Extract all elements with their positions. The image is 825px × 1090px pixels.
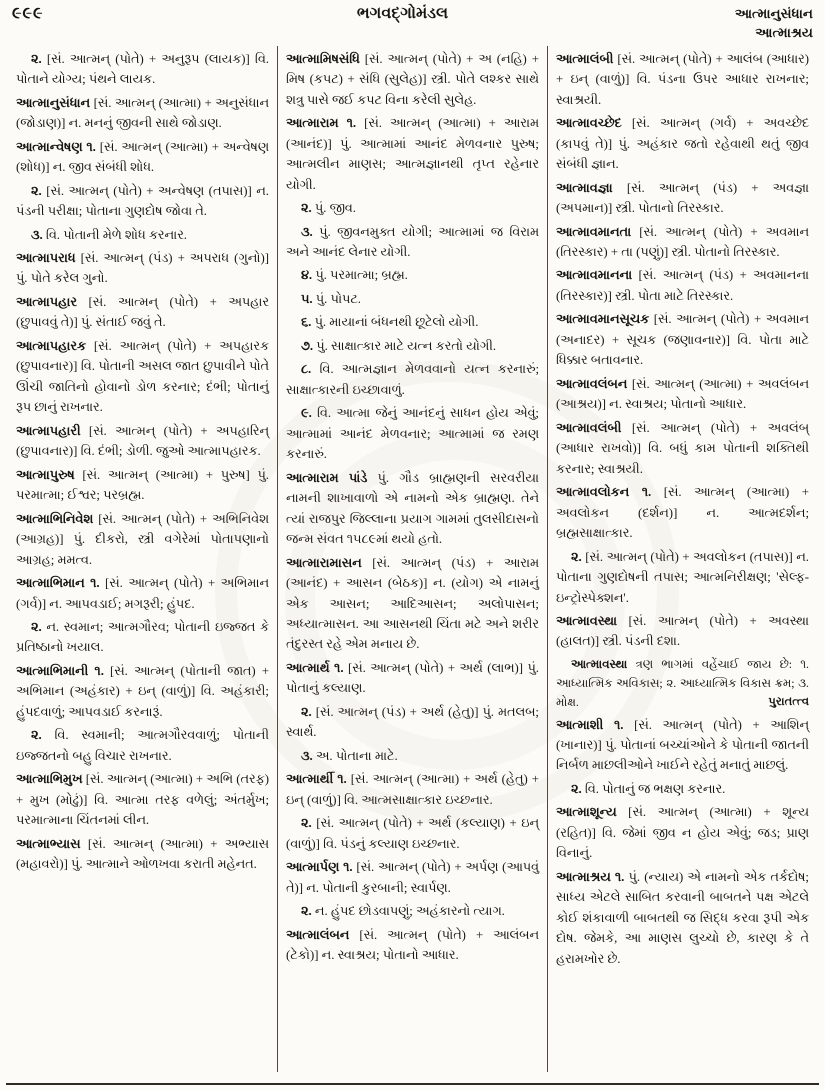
dictionary-entry: આત્માપહારક [સં. આત્મન્ (પોતે) + અપહારક (છુપાવનાર)] વિ. પોતાની અસલ જાત છુપાવીને પોતે ઊંચી જાતિનો હોવાનો ડોળ કરનાર; દંભી; પોતાનું રૂપ છાનું રાખનાર. (16, 338, 269, 415)
headword: આત્માશી ૧. (556, 717, 624, 732)
dictionary-entry: આત્માભિમાની ૧. [સં. આત્મન્ (પોતાની જાત) + અભિમાન (અહંકાર) + ઇન્ (વાળું)] વિ. અહંકારી; હુંપદવાળું; આપવડાઈ કરનારૂં. (16, 663, 269, 719)
dictionary-entry: આત્માવમાનના [સં. આત્મન્ (પંડ) + અવમાનના (તિરસ્કાર)] સ્ત્રી. પોતા માટે તિરસ્કાર. (556, 268, 809, 303)
dictionary-entry: આત્માભ્યાસ [સં. આત્મન્ (આત્મા) + અભ્યાસ (મહાવરો)] પું. આત્માને ઓળખવા કરાતી મહેનત. (16, 836, 269, 872)
dictionary-entry: આત્માવમાનસૂચક [સં. આત્મન્ (પોતે) + અવમાન (અનાદર) + સૂચક (જણાવનાર)] વિ. પોતા માટે ધિક્કાર બતાવનાર. (556, 312, 809, 368)
dictionary-entry: આત્માર્પણ ૧. [સં. આત્મન્ (પોતે) + અર્પણ (આપવું તે)] ન. પોતાની કુરબાની; સ્વાર્પણ. (286, 860, 539, 895)
sense-number: ૩. (301, 748, 313, 763)
dictionary-entry: આત્માશી ૧. [સં. આત્મન્ (પોતે) + આશિન્ (ખાનાર)] પું. પોતાનાં બચ્ચાંઓને કે પોતાની જાતની નિર્બળ માછલીઓને ખાઈને રહેતું મનાતું માછલું. (556, 717, 809, 773)
dictionary-entry: આત્માવલંબી [સં. આત્મન્ (પોતે) + અવલંબ્ (આધાર રાખવો)] વિ. બધું કામ પોતાની શક્તિથી કરનાર; સ્વાશ્રયી. (556, 420, 809, 476)
page-number: ૯૯૯ (12, 5, 44, 22)
sense-number: ૨. (31, 728, 42, 743)
headword: આત્માનુસંધાન (16, 95, 91, 110)
sense-line: ૯. વિ. આત્મા જેનું આનંદનું સાધન હોય એવું; આત્મામાં આનંદ મેળવનાર; આત્મામાં જ રમણ કરનારું. (286, 406, 539, 462)
headword: આત્માવલંબી (556, 420, 622, 435)
headword: આત્મામિષસંધિ (286, 51, 360, 66)
sense-number: ૨. (571, 781, 582, 796)
column-right (548, 46, 817, 1072)
dictionary-entry: આત્માપુરુષ [સં. આત્મન્ (આત્મા) + પુરુષ] પું. પરમાત્મા; ઈશ્વર; પરબ્રહ્મ. (16, 467, 269, 503)
dictionary-entry: આત્માલંબી [સં. આત્મન્ (પોતે) + આલંબ (આધાર) + ઇન્ (વાળું)] વિ. પંડના ઉપર આધાર રાખનાર; સ્વાશ્રયી. (556, 51, 809, 107)
headword: આત્માપહાર (16, 294, 77, 309)
sense-number: ૨. (31, 619, 42, 634)
dictionary-entry: આત્માર્થી ૧. [સં. આત્મન્ (આત્મા) + અર્થ (હેતુ) + ઇન્ (વાળું)] વિ. આત્મસાક્ષાત્કાર ઇચ્છનાર. (286, 772, 539, 807)
dictionary-entry: આત્માવલંબન [સં. આત્મન્ (આત્મા) + અવલંબન (આશ્રય)] ન. સ્વાશ્રય; પોતાનો આધાર. (556, 376, 809, 412)
dictionary-entry: આત્મારામાસન [સં. આત્મન્ (પંડ) + આરામ (આનંદ) + આસન (બેઠક)] ન. (યોગ) એ નામનું એક આસન; આદિઆસન; અલોપાસન; અધ્યાત્માસન. આ આસનથી ચિંતા મટે અને શરીર તંદુરસ્ત રહે એમ મનાય છે. (286, 555, 539, 652)
dictionary-entry: આત્માન્વેષણ ૧. [સં. આત્મન્ (આત્મા) + અન્વેષણ (શોધ)] ન. જીવ સંબંધી શોધ. (16, 139, 269, 175)
book-title: ભગવદ્ગોમંડલ (356, 5, 449, 22)
headword: આત્માપહારી (16, 423, 81, 438)
page-header (0, 0, 825, 44)
headword: આત્માવલોકન ૧. (556, 485, 652, 500)
sense-line: ૩. પું. જીવનમુક્ત યોગી; આત્મામાં જ વિરામ અને આનંદ લેનાર યોગી. (286, 224, 539, 259)
headword: આત્માભિમુખ (16, 772, 83, 787)
headword: આત્માશૂન્ય (556, 805, 617, 820)
headword: આત્માભિમાન ૧. (16, 576, 100, 591)
source-attribution: પુરાતત્ત્વ (768, 695, 809, 708)
dictionary-entry: આત્માવસ્થા [સં. આત્મન્ (પોતે) + અવસ્થા (હાલત)] સ્ત્રી. પંડની દશા. (556, 613, 809, 649)
headword: આત્માભિમાની ૧. (16, 663, 104, 678)
dictionary-entry: આત્માવચ્છેદ [સં. આત્મન્ (ગર્વ) + અવચ્છેદ (કાપવું તે)] પું. અહંકાર જતો રહેવાથી થતું જીવ સંબંધી જ્ઞાન. (556, 116, 809, 172)
sense-number: ૨. (31, 51, 42, 66)
dictionary-entry: આત્મારામ પાંડે પું. ગૌડ બ્રાહ્મણની સરવરીયા નામની શાખાવાળો એ નામનો એક બ્રાહ્મણ. તેને ત્યાં રાજપુર જિલ્લાના પ્રયાગ ગામમાં તુલસીદાસનો જન્મ સંવત ૧૫૮૯માં થયો હતો. (286, 470, 540, 547)
headword: આત્માવલંબન (556, 376, 628, 391)
headword: આત્માપરાધ (16, 251, 76, 265)
sense-line: ૪. પું. પરમાત્મા; બ્રહ્મ. (301, 268, 408, 283)
sense-number: ૩. (31, 227, 43, 242)
headword: આત્માર્પણ ૧. (286, 860, 353, 875)
text-columns (8, 46, 817, 1072)
sense-number: ૮. (301, 362, 312, 377)
dictionary-entry: આત્માપહારી [સં. આત્મન્ (પોતે) + અપહારિન્ (છુપાવનાર)] વિ. દંભી; ડોળી. જુઓ આત્માપહારક. (16, 423, 269, 459)
sense-number: ૭. (301, 338, 314, 353)
headword: આત્માન્વેષણ ૧. (16, 139, 96, 154)
sense-line: ૩. વિ. પોતાની મેળે શોધ કરનાર. (31, 227, 188, 242)
headword: આત્માર્થી ૧. (286, 772, 347, 787)
sense-number: ૨. (301, 201, 312, 216)
sense-number: ૯. (301, 406, 312, 421)
guide-word-first: આત્માનુસંધાન (734, 6, 813, 21)
sense-number: ૬. (301, 315, 312, 330)
usage-note: આત્માવસ્થા ત્રણ ભાગમાં વહેંચાઈ જાય છે: ૧. આધ્યાત્મિક અવિકાસ; ૨. આધ્યાત્મિક વિકાસ ક્રમ; ૩. મોક્ષ. પુરાતત્ત્વ (556, 655, 809, 712)
sense-line: ૨. [સં. આત્મન્ (પોતે) + અર્થ (કલ્યાણ) + ઇન્ (વાળું)] વિ. પંડનું કલ્યાણ ઇચ્છનાર. (286, 816, 539, 851)
guide-words (663, 5, 813, 43)
headword: આત્માલંબન (286, 927, 350, 942)
sense-number: ૪. (301, 268, 313, 283)
headword: આત્માવમાનના (556, 268, 633, 283)
sense-line: ૨. [સં. આત્મન્ (પોતે) + અનુરૂપ (લાયક)] વિ. પોતાને યોગ્ય; પંથને લાયક. (16, 51, 269, 87)
headword: આત્માપુરુષ (16, 467, 75, 482)
headword: આત્માલંબી (556, 51, 614, 66)
sense-line: ૩. અ. પોતાના માટે. (301, 748, 398, 763)
dictionary-entry: આત્માશૂન્ય [સં. આત્મન્ (આત્મા) + શૂન્ય (રહિત)] વિ. જેમાં જીવ ન હોય એવું; જડ; પ્રાણ વિનાનું. (556, 805, 809, 861)
dictionary-entry: આત્માનુસંધાન [સં. આત્મન્ (આત્મા) + અનુસંધાન (જોડાણ)] ન. મનનું જીવની સાથે જોડાણ. (16, 95, 269, 131)
headword: આત્મારામ પાંડે (286, 470, 368, 485)
dictionary-entry: આત્મામિષસંધિ [સં. આત્મન્ (પોતે) + અ (નહિ) + મિષ (કપટ) + સંધિ (સુલેહ)] સ્ત્રી. પોતે લશ્કર સાથે શત્રુ પાસે જઈ કપટ વિના કરેલી સુલેહ. (286, 51, 539, 107)
sense-line: ૮. વિ. આત્મજ્ઞાન મેળવવાનો યત્ન કરનારું; સાક્ષાત્કારની ઇચ્છાવાળું. (286, 362, 539, 397)
dictionary-entry: આત્માપહાર [સં. આત્મન્ (પોતે) + અપહાર (છુપાવવું તે)] પું. સંતાઈ જવું તે. (16, 294, 269, 330)
dictionary-entry: આત્માલંબન [સં. આત્મન્ (પોતે) + આલંબન (ટેકો)] ન. સ્વાશ્રય; પોતાનો આધાર. (286, 927, 539, 962)
headword: આત્માવસ્થા (571, 656, 628, 671)
headword: આત્માર્થ ૧. (286, 660, 344, 675)
dictionary-entry: આત્માવલોકન ૧. [સં. આત્મન્ (આત્મા) + અવલોકન (દર્શન)] ન. આત્મદર્શન; બ્રહ્મસાક્ષાત્કાર. (556, 485, 809, 541)
headword: આત્માવસ્થા (556, 613, 618, 628)
dictionary-entry: આત્માભિનિવેશ [સં. આત્મન્ (પોતે) + અભિનિવેશ (આગ્રહ)] પું. દીકરો, સ્ત્રી વગેરેમાં પોતાપણાનો આગ્રહ; મમત્વ. (16, 511, 269, 567)
column-left (8, 46, 277, 1072)
sense-number: ૨. (571, 549, 582, 564)
dictionary-entry: આત્માવજ્ઞા [સં. આત્મન્ (પંડ) + અવજ્ઞા (અપમાન)] સ્ત્રી. પોતાનો તિરસ્કાર. (556, 180, 809, 216)
sense-number: ૨. (31, 183, 42, 198)
headword: આત્મારામાસન (286, 555, 362, 570)
guide-word-last: આત્માશ્રય (755, 24, 813, 40)
sense-number: ૨. (301, 704, 312, 719)
sense-line: ૨. ન. હુંપદ છોડવાપણું; અહંકારનો ત્યાગ. (301, 904, 505, 919)
dictionary-entry: આત્મારામ ૧. [સં. આત્મન્ (આત્મા) + આરામ (આનંદ)] પું. આત્મામાં આનંદ મેળવનાર પુરુષ; આત્મલીન માણસ; આત્મજ્ઞાનથી તૃપ્ત રહેનાર યોગી. (286, 116, 539, 192)
sense-number: ૩. (301, 224, 313, 239)
dictionary-entry: આત્માશ્રય ૧. પું. (ન્યાય) એ નામનો એક તર્કદોષ; સાધ્ય એટલે સાબિત કરવાની બાબતને પક્ષ એટલે કોઈ શંકાવાળી બાબતથી જ સિદ્ધ કરવા રૂપી એક દોષ. જેમકે, આ માણસ લુચ્ચો છે, કારણ કે તે હરામખોર છે. (556, 869, 809, 966)
headword: આત્માવચ્છેદ (556, 116, 622, 131)
sense-number: ૨. (301, 816, 312, 831)
sense-line: ૨. પું. જીવ. (301, 201, 356, 216)
sense-line: ૨. ન. સ્વમાન; આત્મગૌરવ; પોતાની ઇજ્જત કે પ્રતિષ્ઠાનો ખયાલ. (16, 619, 269, 655)
headword: આત્માશ્રય ૧. (556, 869, 625, 884)
dictionary-entry: આત્માપરાધ [સં. આત્મન્ (પંડ) + અપરાધ (ગુનો)] પું. પોતે કરેલ ગુનો. (16, 251, 269, 286)
sense-line: ૨. વિ. સ્વમાની; આત્મગૌરવવાળું; પોતાની ઇજ્જતનો બહુ વિચાર રાખનાર. (16, 728, 269, 763)
headword: આત્માપહારક (16, 338, 86, 353)
headword: આત્માભિનિવેશ (16, 511, 94, 526)
headword: આત્માવમાનસૂચક (556, 312, 650, 327)
sense-line: ૨. [સં. આત્મન્ (પોતે) + અવલોકન (તપાસ)] ન. પોતાના ગુણદોષની તપાસ; આત્મનિરીક્ષણ; 'સેલ્ફ-ઇન્ટ્રોસ્પેક્શન'. (556, 549, 809, 605)
headword: આત્મારામ ૧. (286, 116, 357, 131)
headword: આત્માવમાનતા (556, 224, 632, 239)
bottom-rule (6, 1083, 819, 1085)
sense-line: ૬. પું. માયાનાં બંધનથી છૂટેલો યોગી. (301, 315, 479, 330)
column-middle (277, 46, 548, 1072)
dictionary-entry: આત્માભિમાન ૧. [સં. આત્મન્ (પોતે) + અભિમાન (ગર્વ)] ન. આપવડાઈ; મગરૂરી; હુંપદ. (16, 576, 269, 611)
sense-line: ૭. પું. સાક્ષાત્કાર માટે યત્ન કરતો યોગી. (301, 338, 497, 353)
sense-number: ૫. (301, 291, 313, 306)
dictionary-entry: આત્માવમાનતા [સં. આત્મન્ (પોતે) + અવમાન (તિરસ્કાર) + તા (પણું)] સ્ત્રી. પોતાનો તિરસ્કાર. (556, 224, 809, 259)
headword: આત્માવજ્ઞા (556, 180, 613, 195)
sense-line: ૨. વિ. પોતાનું જ ભક્ષણ કરનાર. (571, 781, 726, 796)
dictionary-entry: આત્માભિમુખ [સં. આત્મન્ (આત્મા) + અભિ (તરફ) + મુખ (મોઢું)] વિ. આત્મા તરફ વળેલું; અંતર્મુખ; પરમાત્માના ચિંતનમાં લીન. (16, 772, 269, 828)
headword: આત્માભ્યાસ (16, 836, 81, 851)
sense-line: ૨. [સં. આત્મન્ (પોતે) + અન્વેષણ (તપાસ)] ન. પંડની પરીક્ષા; પોતાના ગુણદોષ જોવા તે. (16, 183, 269, 219)
sense-line: ૫. પું. પોપટ. (301, 291, 361, 306)
dictionary-entry: આત્માર્થ ૧. [સં. આત્મન્ (પોતે) + અર્થ (લાભ)] પું. પોતાનું કલ્યાણ. (286, 660, 540, 696)
sense-number: ૨. (301, 904, 312, 919)
sense-line: ૨. [સં. આત્મન્ (પંડ) + અર્થ (હેતુ)] પું. મતલબ; સ્વાર્થ. (286, 704, 539, 740)
